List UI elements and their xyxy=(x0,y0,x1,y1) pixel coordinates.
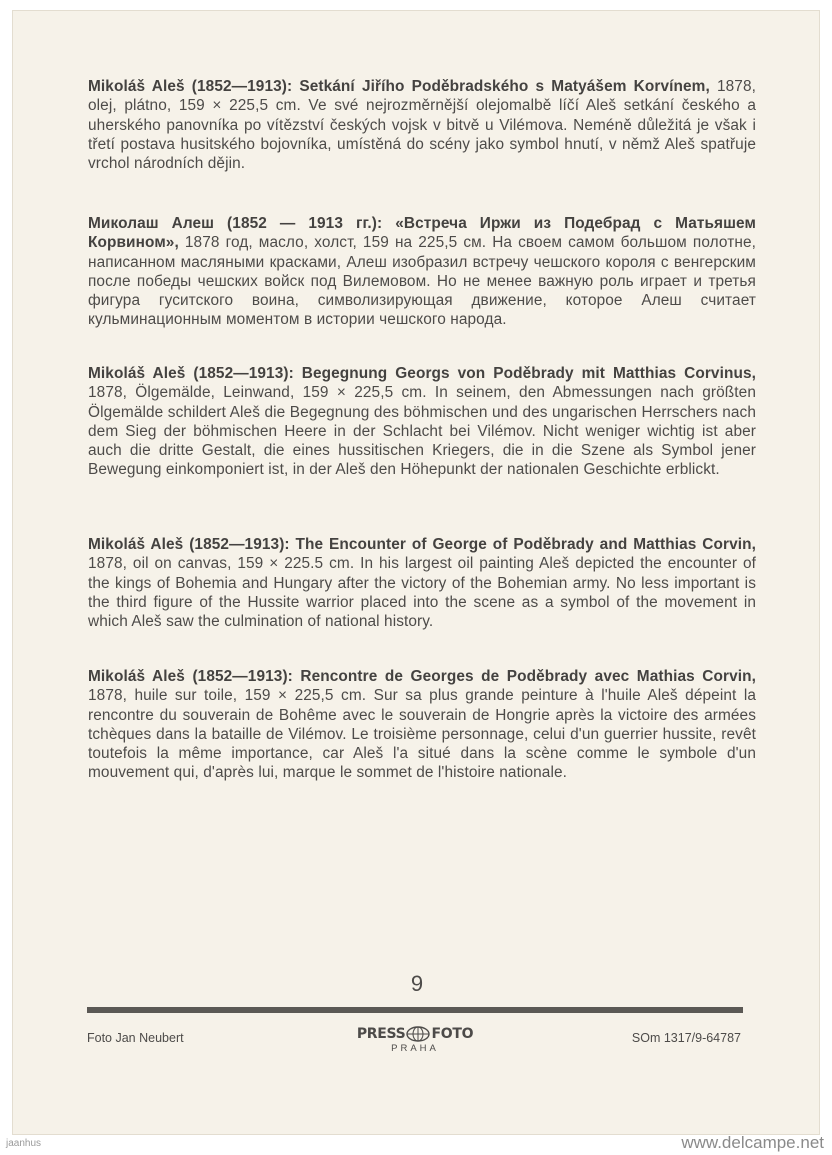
logo-wordmark xyxy=(351,1026,479,1042)
watermark-text: jaanhus xyxy=(6,1138,42,1149)
divider-rule xyxy=(87,1007,743,1013)
description-czech-body: 1878, olej, plátno, 159 × 225,5 cm. Ve své nejrozměrnější olejomalbě líčí Aleš setkání českého a uherského panovníka po vítězství českých vojsk v bitvě u Vilémova. Neméně důležitá je však i třetí postava husitského bojovníka, umístěná do scény jako symbol hnutí, v němž Aleš spatřuje vrchol národních dějin. xyxy=(88,78,757,173)
description-french xyxy=(88,667,756,783)
reference-code: SOm 1317/9-64787 xyxy=(631,1031,741,1045)
logo-city: PRAHA xyxy=(391,1043,439,1054)
description-german-body: 1878, Ölgemälde, Leinwand, 159 × 225,5 cm. In seinem, den Abmessungen nach größten Ölgemälde schildert Aleš die Begegnung des böhmischen und des ungarischen Herrschers nach dem Sieg der böhmischen Heere in der Schlacht bei Vilémov. Nicht weniger wichtig ist aber auch die dritte Gestalt, die eines hussitischen Kriegers, die in die Szene als Symbol jener Bewegung einkomponiert ist, in der Aleš den Höhepunkt der nationalen Geschichte erblickt. xyxy=(88,384,756,479)
photo-credit: Foto Jan Neubert xyxy=(87,1031,184,1045)
description-french-title: Mikoláš Aleš (1852—1913): Rencontre de Georges de Poděbrady avec Mathias Corvin, xyxy=(88,668,756,685)
description-german xyxy=(88,364,756,480)
site-watermark: www.delcampe.net xyxy=(681,1133,824,1152)
globe-icon xyxy=(406,1026,430,1042)
description-german-title: Mikoláš Aleš (1852—1913): Begegnung Georgs von Poděbrady mit Matthias Corvinus, xyxy=(88,365,756,382)
pressfoto-logo xyxy=(351,1026,479,1054)
logo-left-text: PRESS xyxy=(356,1026,406,1042)
description-czech xyxy=(88,77,756,173)
description-english-title: Mikoláš Aleš (1852—1913): The Encounter of George of Poděbrady and Matthias Corvin, xyxy=(88,536,756,553)
page-number: 9 xyxy=(410,971,424,996)
description-english-body: 1878, oil on canvas, 159 × 225.5 cm. In his largest oil painting Aleš depicted the encounter of the kings of Bohemia and Hungary after the victory of the Bohemian army. No less important is the third figure of the Hussite warrior placed into the scene as a symbol of the movement in which Aleš saw the culmination of national history. xyxy=(88,555,756,631)
description-english xyxy=(88,535,756,631)
description-french-body: 1878, huile sur toile, 159 × 225,5 cm. Sur sa plus grande peinture à l'huile Aleš dépeint la rencontre du souverain de Bohême avec le souverain de Hongrie après la victoire des armées tchèques dans la bataille de Vilémov. Le troisième personnage, celui d'un guerrier hussite, revêt toutefois la même importance, car Aleš l'a situé dans la scène comme le symbole d'un mouvement qui, d'après lui, marque le sommet de l'histoire nationale. xyxy=(88,687,756,782)
postcard-back xyxy=(12,10,820,1135)
description-russian-title: Миколаш Алеш (1852 — 1913 гг.): «Встреча Иржи из Подебрад с Матьяшем Корвином», xyxy=(88,215,756,252)
description-czech-title: Mikoláš Aleš (1852—1913): Setkání Jiřího Poděbradského s Matyášem Korvínem, xyxy=(88,78,710,95)
description-russian xyxy=(88,214,756,330)
logo-right-text: FOTO xyxy=(431,1026,474,1042)
description-russian-body: 1878 год, масло, холст, 159 на 225,5 см. На своем самом большом полотне, написанном масляными красками, Алеш изобразил встречу чешского короля с венгерским после победы чешских войск под Вилемовом. Но не менее важную роль играет и третья фигура гуситского воина, символизирующая движение, которое Алеш считает кульминационным моментом в истории чешского народа. xyxy=(88,234,756,329)
